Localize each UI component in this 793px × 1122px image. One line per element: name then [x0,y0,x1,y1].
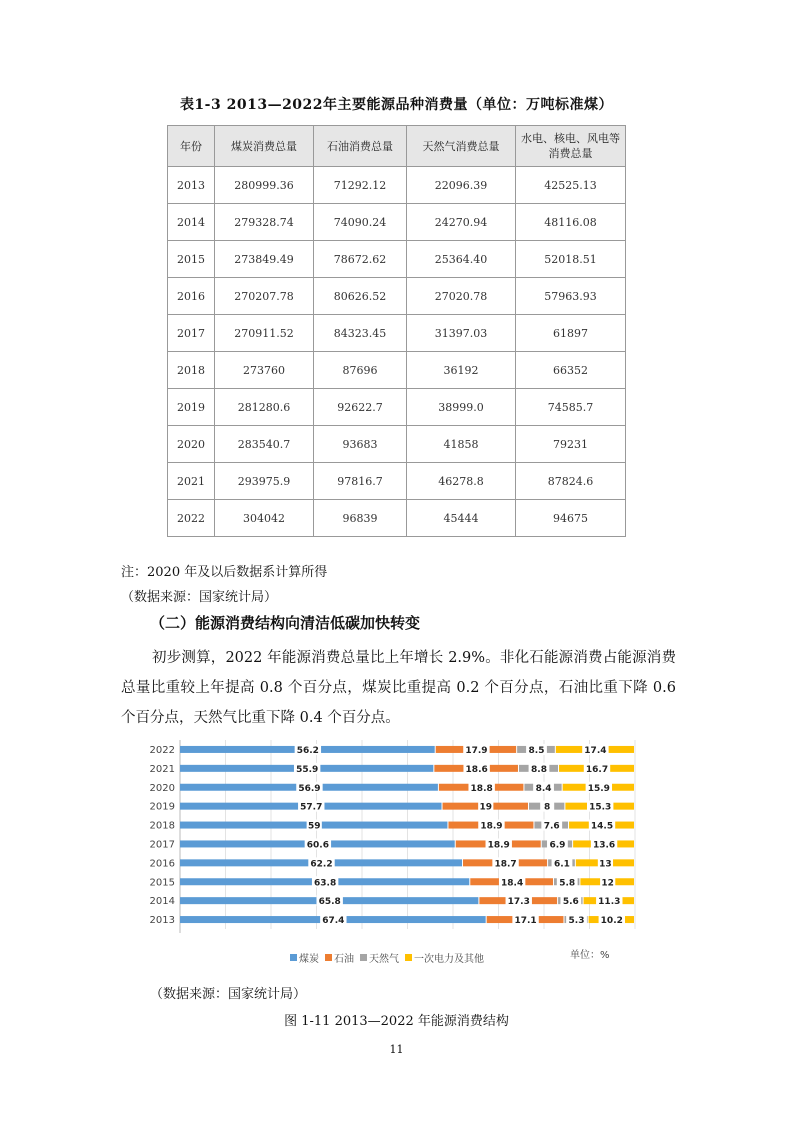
data-label: 18.6 [465,764,488,775]
legend-item [325,950,354,965]
table-row [168,204,626,241]
table-row [168,500,626,537]
legend-label: 一次电力及其他 [414,954,484,965]
table-cell: 87696 [314,352,407,389]
category-label: 2014 [149,896,175,908]
table-cell: 36192 [407,352,516,389]
data-label: 5.3 [568,916,585,927]
table-row [168,315,626,352]
data-label: 8.8 [531,764,547,775]
category-label: 2018 [149,820,175,832]
data-label: 65.8 [318,897,341,908]
table-row [168,352,626,389]
legend-label: 煤炭 [299,954,319,965]
data-label: 17.1 [514,916,537,927]
table-title: 表1-3 2013—2022年主要能源品种消费量（单位：万吨标准煤） [179,97,614,113]
table-cell: 279328.74 [215,204,314,241]
data-label: 63.8 [314,878,337,889]
table-cell: 27020.78 [407,278,516,315]
data-label: 59 [307,821,321,832]
table-row [168,241,626,278]
table-cell: 270207.78 [215,278,314,315]
table-cell: 79231 [516,426,626,463]
table-cell: 38999.0 [407,389,516,426]
data-label: 62.2 [310,859,333,870]
data-label: 11.3 [598,897,621,908]
header-coal: 煤炭消费总量 [215,126,314,167]
data-label: 15.9 [587,783,610,794]
table-cell: 87824.6 [516,463,626,500]
table-cell: 94675 [516,500,626,537]
table-cell: 293975.9 [215,463,314,500]
category-label: 2020 [149,782,175,794]
figure-caption: 图 1-11 2013—2022 年能源消费结构 [284,1014,509,1029]
legend-swatch [325,954,332,961]
data-label: 8.4 [535,783,552,794]
table-cell: 283540.7 [215,426,314,463]
data-label: 18.8 [470,783,493,794]
table-row [168,389,626,426]
data-label: 12 [601,878,614,889]
table-cell: 57963.93 [516,278,626,315]
category-label: 2015 [149,877,175,889]
header-year: 年份 [168,126,215,167]
table-cell: 45444 [407,500,516,537]
table-cell: 25364.40 [407,241,516,278]
table-cell: 270911.52 [215,315,314,352]
table-cell: 61897 [516,315,626,352]
table-cell: 92622.7 [314,389,407,426]
section-heading: （二）能源消费结构向清洁低碳加快转变 [150,614,421,632]
table-cell: 2019 [168,389,215,426]
header-primary-power: 水电、核电、风电等消费总量 [516,126,626,167]
data-label: 67.4 [322,916,345,927]
data-label: 17.9 [465,745,488,756]
data-label: 19 [479,802,493,813]
table-header-row [168,126,626,167]
header-oil: 石油消费总量 [314,126,407,167]
data-label: 56.9 [298,783,321,794]
page-number: 11 [389,1043,404,1056]
data-label: 55.9 [296,764,319,775]
table-cell: 97816.7 [314,463,407,500]
data-label: 17.4 [584,745,607,756]
table-cell: 74090.24 [314,204,407,241]
chart-legend [290,946,490,965]
legend-label: 天然气 [369,954,399,965]
data-label: 18.9 [480,821,503,832]
header-gas: 天然气消费总量 [407,126,516,167]
data-label: 6.1 [553,859,570,870]
table-cell: 93683 [314,426,407,463]
legend-item [290,950,319,965]
data-label: 15.3 [589,802,612,813]
category-label: 2022 [149,744,175,756]
data-label: 14.5 [590,821,614,832]
category-label: 2021 [149,763,175,775]
table-cell: 84323.45 [314,315,407,352]
table-row [168,463,626,500]
legend-item [360,950,399,965]
data-label: 18.9 [487,840,510,851]
data-label: 60.6 [306,840,329,851]
table-cell: 42525.13 [516,167,626,204]
table-cell: 2018 [168,352,215,389]
table-cell: 2021 [168,463,215,500]
table-row [168,426,626,463]
table-cell: 78672.62 [314,241,407,278]
table-cell: 31397.03 [407,315,516,352]
data-label: 5.6 [562,897,579,908]
table-cell: 96839 [314,500,407,537]
category-label: 2019 [149,801,175,813]
data-label: 10.2 [600,916,623,927]
table-cell: 24270.94 [407,204,516,241]
table-cell: 22096.39 [407,167,516,204]
table-source: （数据来源：国家统计局） [121,590,278,605]
energy-consumption-table [167,125,626,537]
legend-label: 石油 [334,954,354,965]
data-label: 16.7 [585,764,609,775]
legend-item [405,950,484,965]
table-cell: 2016 [168,278,215,315]
legend-swatch [290,954,297,961]
table-row [168,278,626,315]
data-label: 18.4 [501,878,524,889]
table-cell: 41858 [407,426,516,463]
data-label: 13 [599,859,612,870]
energy-structure-chart [140,738,650,933]
table-cell: 281280.6 [215,389,314,426]
table-note: 注：2020 年及以后数据系计算所得 [121,565,328,580]
figure-source: （数据来源：国家统计局） [150,987,307,1002]
data-label: 18.7 [494,859,517,870]
data-label: 56.2 [296,745,319,756]
table-cell: 2020 [168,426,215,463]
table-cell: 2014 [168,204,215,241]
table-cell: 80626.52 [314,278,407,315]
category-label: 2013 [149,915,175,927]
body-paragraph: 初步测算，2022 年能源消费总量比上年增长 2.9%。非化石能源消费占能源消费总量比重较上年提高 0.8 个百分点，煤炭比重提高 0.2 个百分点，石油比重下降 0.6 个百分点，天然气比重下降 0.4 个百分点。 [121,650,676,726]
table-cell: 273849.49 [215,241,314,278]
data-label: 13.6 [592,840,616,851]
table-cell: 2022 [168,500,215,537]
table-cell: 52018.51 [516,241,626,278]
data-label: 8.5 [528,745,545,756]
category-label: 2017 [149,839,175,851]
table-cell: 71292.12 [314,167,407,204]
data-label: 6.9 [549,840,566,851]
data-label: 17.3 [507,897,530,908]
data-label: 5.8 [559,878,576,889]
table-cell: 74585.7 [516,389,626,426]
data-label: 57.7 [300,802,323,813]
table-cell: 2017 [168,315,215,352]
table-cell: 280999.36 [215,167,314,204]
table-cell: 2013 [168,167,215,204]
table-cell: 66352 [516,352,626,389]
data-label: 8 [544,802,551,813]
chart-unit: 单位：% [570,950,610,961]
table-cell: 273760 [215,352,314,389]
category-label: 2016 [149,858,175,870]
data-label: 7.6 [543,821,560,832]
legend-swatch [405,954,412,961]
legend-swatch [360,954,367,961]
table-row [168,167,626,204]
table-cell: 2015 [168,241,215,278]
table-cell: 304042 [215,500,314,537]
table-cell: 48116.08 [516,204,626,241]
table-cell: 46278.8 [407,463,516,500]
